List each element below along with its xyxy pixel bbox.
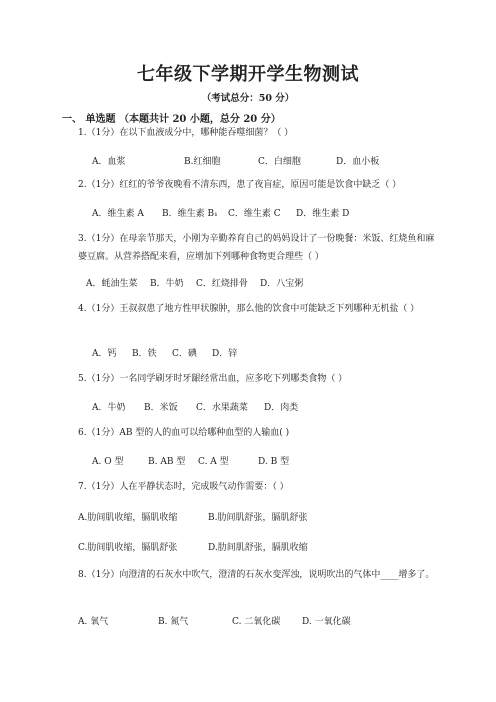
question-stem: 6.（1分）AB 型的人的血可以给哪种血型的人输血( ): [78, 428, 290, 438]
option-c[interactable]: C. A 型: [198, 457, 229, 467]
option-c[interactable]: C．红烧排骨: [196, 279, 248, 289]
question-stem: 4.（1分）王叔叔患了地方性甲状腺肿，那么他的饮食中可能缺乏下列哪种无机盐（ ）: [78, 304, 420, 314]
question-stem: 7.（1分）人在平静状态时，完成吸气动作需要：（ ）: [78, 482, 289, 492]
option-d[interactable]: D.肋间肌舒张，膈肌收缩: [208, 543, 308, 553]
option-c[interactable]: C. 二氧化碳: [232, 617, 281, 627]
option-a[interactable]: A.肋间肌收缩，膈肌收缩: [78, 513, 178, 523]
option-a[interactable]: A. O 型: [92, 457, 124, 467]
option-d[interactable]: D. B 型: [258, 457, 290, 467]
option-d[interactable]: D．锌: [212, 349, 238, 359]
option-b[interactable]: B．铁: [132, 349, 157, 359]
option-d[interactable]: D．八宝粥: [260, 279, 304, 289]
question-2: [78, 176, 438, 194]
option-d[interactable]: D. 一氧化碳: [302, 617, 351, 627]
option-b[interactable]: B．维生素 B₁: [162, 209, 218, 219]
exam-title: 七年级下学期开学生物测试: [137, 64, 359, 85]
option-a[interactable]: A. 氧气: [78, 617, 109, 627]
option-b[interactable]: B．米饭: [144, 403, 178, 413]
question-stem: 2.（1分）红红的爷爷夜晚看不清东西，患了夜盲症，原因可能是饮食中缺乏（ ）: [78, 180, 402, 190]
option-d[interactable]: D．血小板: [336, 157, 380, 167]
question-6: [78, 424, 438, 442]
question-stem: 1.（1分）在以下血液成分中，哪种能吞噬细菌？（ ）: [78, 128, 294, 138]
option-b[interactable]: B.肋间肌舒张，膈肌舒张: [208, 513, 308, 523]
option-a[interactable]: A．钙: [92, 349, 117, 359]
question-stem: 3.（1分）在母亲节那天，小刚为辛勤养育自己的妈妈设计了一份晚餐：米饭、红烧鱼和麻婆豆腐。从营养搭配来看，应增加下列哪种食物更合理些（ ）: [78, 234, 435, 262]
option-b[interactable]: B. 氮气: [158, 617, 189, 627]
question-5: [78, 370, 438, 388]
question-stem: 5.（1分）一名同学刷牙时牙龈经常出血，应多吃下列哪类食物（ ）: [78, 374, 348, 384]
question-1: [78, 124, 438, 142]
question-stem: 8.（1分）向澄清的石灰水中吹气，澄清的石灰水变浑浊，说明吹出的气体中____增多了。: [78, 570, 435, 580]
option-a[interactable]: A．牛奶: [92, 403, 126, 413]
exam-subtitle: （考试总分：50 分）: [201, 93, 295, 104]
question-7: [78, 478, 438, 496]
option-a[interactable]: A．蚝油生菜: [86, 279, 138, 289]
option-a[interactable]: A．维生素 A: [92, 209, 144, 219]
option-c[interactable]: C．碘: [172, 349, 197, 359]
option-b[interactable]: B. AB 型: [148, 457, 186, 467]
question-8: [78, 566, 438, 584]
option-c[interactable]: C．水果蔬菜: [196, 403, 248, 413]
option-c[interactable]: C．维生素 C: [228, 209, 281, 219]
option-b[interactable]: B．牛奶: [150, 279, 184, 289]
option-a[interactable]: A．血浆: [92, 157, 126, 167]
option-c[interactable]: C．白细胞: [258, 157, 301, 167]
option-c[interactable]: C.肋间肌收缩，膈肌舒张: [78, 543, 178, 553]
question-3: [78, 230, 438, 266]
option-d[interactable]: D．维生素 D: [296, 209, 350, 219]
option-b[interactable]: B.红细胞: [184, 157, 221, 167]
question-4: [78, 300, 438, 318]
section-heading: 一、 单选题 （本题共计 20 小题，总分 20 分）: [62, 114, 281, 125]
option-d[interactable]: D．肉类: [264, 403, 299, 413]
